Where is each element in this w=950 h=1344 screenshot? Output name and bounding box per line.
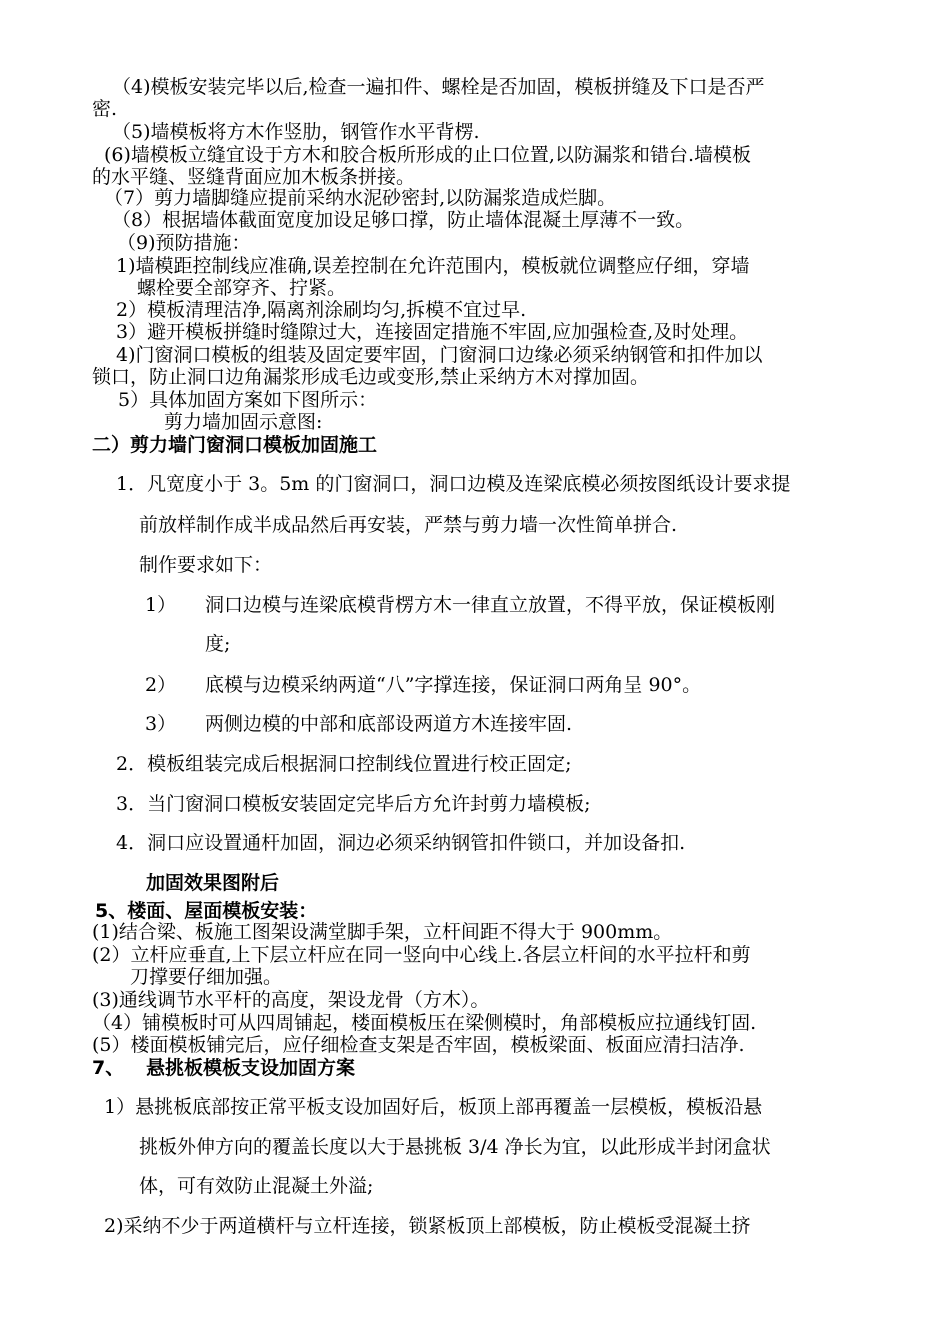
text-line-m4-cont: 锁口，防止洞口边角漏浆形成毛边或变形,禁止采纳方木对撑加固。 [92,366,650,388]
sub-item-3-number: 3） [145,713,177,735]
figure-caption: 剪力墙加固示意图: [164,411,323,433]
section-heading-floor: 5、楼面、屋面模板安装： [95,900,318,922]
text-line-m1-cont: 螺栓要全部穿齐、拧紧。 [137,277,347,299]
text-line-p8: （8）根据墙体截面宽度加设足够口撑，防止墙体混凝土厚薄不一致。 [112,209,695,231]
floor-item-2: (2）立杆应垂直,上下层立杆应在同一竖向中心线上.各层立杆间的水平拉杆和剪 [92,944,751,966]
text-line-m3: 3）避开模板拼缝时缝隙过大，连接固定措施不牢固,应加强检查,及时处理。 [116,321,749,343]
floor-item-2-cont: 刀撑要仔细加强。 [130,966,283,988]
section-heading-cantilever-number: 7、 [92,1057,125,1079]
text-line-m1: 1)墙模距控制线应准确,误差控制在允许范围内，模板就位调整应仔细，穿墙 [116,255,750,277]
section-heading: 二）剪力墙门窗洞口模板加固施工 [92,434,378,456]
list-item-1-requirements: 制作要求如下： [139,554,273,576]
cantilever-item-1-cont: 挑板外伸方向的覆盖长度以大于悬挑板 3/4 净长为宜，以此形成半封闭盒状 [139,1136,771,1158]
text-line-p5: （5)墙模板将方木作竖肋，钢管作水平背楞. [112,121,480,143]
cantilever-item-2: 2)采纳不少于两道横杆与立杆连接，锁紧板顶上部模板，防止模板受混凝土挤 [104,1215,751,1237]
text-line-m4: 4)门窗洞口模板的组装及固定要牢固，门窗洞口边缘必须采纳钢管和扣件加以 [116,344,763,366]
floor-item-3: (3)通线调节水平杆的高度，架设龙骨（方木）。 [92,989,490,1011]
text-line-m2: 2）模板清理洁净,隔离剂涂刷均匀,拆模不宜过早. [116,299,527,321]
list-item-4: 4．洞口应设置通杆加固，洞边必须采纳钢管扣件锁口，并加设备扣. [116,832,686,854]
list-item-1-cont: 前放样制作成半成品然后再安装，严禁与剪力墙一次性简单拼合. [139,514,678,536]
list-item-3: 3．当门窗洞口模板安装固定完毕后方允许封剪力墙模板; [116,793,591,815]
sub-item-2: 底模与边模采纳两道“八”字撑连接，保证洞口两角呈 90°。 [205,674,702,696]
list-item-2: 2．模板组装完成后根据洞口控制线位置进行校正固定; [116,753,572,775]
floor-item-1: (1)结合梁、板施工图架设满堂脚手架，立杆间距不得大于 900mm。 [92,921,673,943]
sub-item-2-number: 2） [145,674,177,696]
cantilever-item-1: 1）悬挑板底部按正常平板支设加固好后，板顶上部再覆盖一层模板，模板沿悬 [104,1096,763,1118]
sub-item-1-cont: 度; [205,633,231,655]
sub-item-3: 两侧边模的中部和底部设两道方木连接牢固. [205,713,573,735]
text-line-m5: 5）具体加固方案如下图所示： [118,389,378,411]
cantilever-item-1-cont2: 体，可有效防止混凝土外溢; [139,1175,374,1197]
text-line-p6-cont: 的水平缝、竖缝背面应加木板条拼接。 [92,166,416,188]
sub-item-1-number: 1） [145,594,177,616]
sub-item-1: 洞口边模与连梁底模背楞方木一律直立放置，不得平放，保证模板刚 [205,594,776,616]
section-heading-cantilever: 悬挑板模板支设加固方案 [146,1057,356,1079]
list-item-1: 1．凡宽度小于 3。5m 的门窗洞口，洞口边模及连梁底模必须按图纸设计要求提 [116,473,791,495]
effect-note: 加固效果图附后 [146,872,280,894]
text-line-p7: （7）剪力墙脚缝应提前采纳水泥砂密封,以防漏浆造成烂脚。 [104,187,617,209]
floor-item-5: (5）楼面模板铺完后，应仔细检查支架是否牢固，模板梁面、板面应清扫洁净. [92,1034,745,1056]
text-line-p9: （9)预防措施： [117,232,251,254]
floor-item-4: （4）铺模板时可从四周铺起，楼面模板压在梁侧模时，角部模板应拉通线钉固. [92,1012,757,1034]
text-line-p6: (6)墙模板立缝宜设于方木和胶合板所形成的止口位置,以防漏浆和错台.墙模板 [104,144,751,166]
text-line-p4: （4)模板安装完毕以后,检查一遍扣件、螺栓是否加固，模板拼缝及下口是否严 [112,76,765,98]
text-line-p4-cont: 密. [92,98,118,120]
